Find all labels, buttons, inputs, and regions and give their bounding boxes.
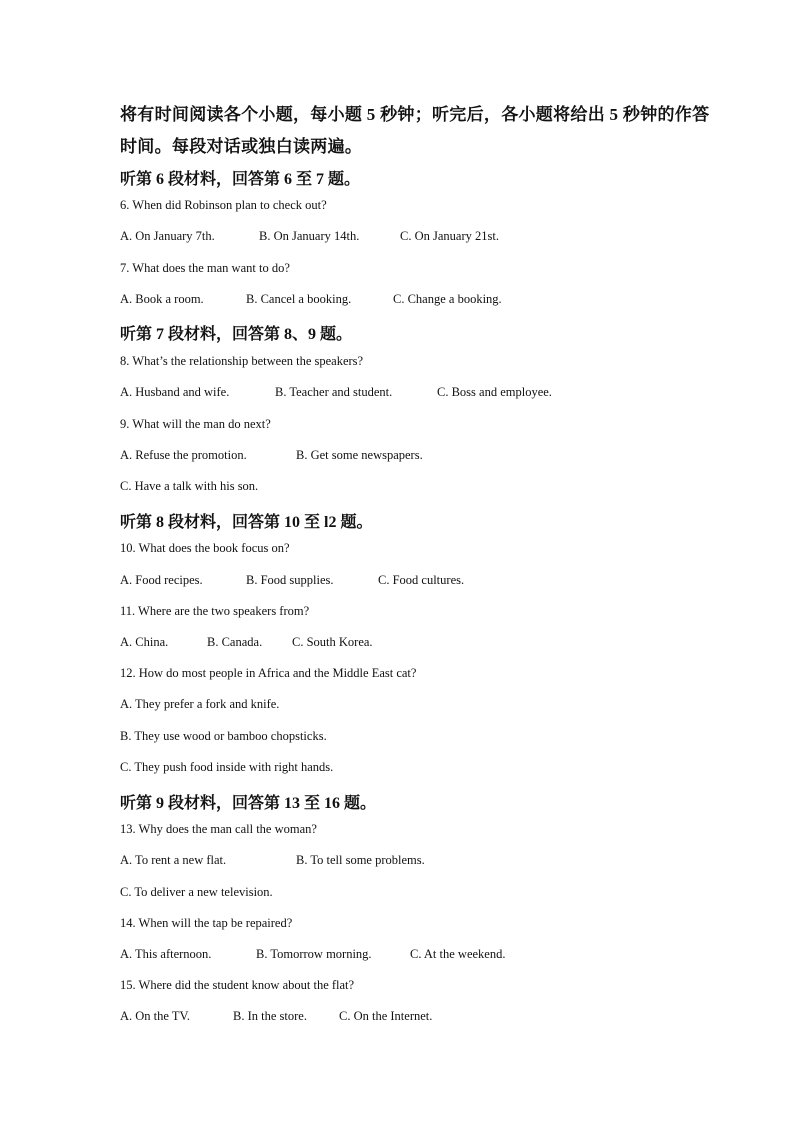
question-10-options bbox=[120, 573, 464, 588]
option-b: B. They use wood or bamboo chopsticks. bbox=[120, 729, 327, 743]
question-6-options bbox=[120, 229, 499, 244]
option-c: C. On January 21st. bbox=[400, 229, 499, 243]
question-11-options bbox=[120, 635, 373, 650]
option-a: A. Refuse the promotion. bbox=[120, 448, 247, 462]
question-8-options bbox=[120, 385, 552, 400]
question-15-options bbox=[120, 1009, 432, 1024]
section-heading-6: 听第 6 段材料，回答第 6 至 7 题。 bbox=[120, 171, 361, 188]
question-7-options bbox=[120, 292, 502, 307]
option-c: C. South Korea. bbox=[292, 635, 373, 649]
option-a: A. On January 7th. bbox=[120, 229, 215, 243]
question-15-stem: 15. Where did the student know about the flat? bbox=[120, 978, 355, 992]
option-b: B. On January 14th. bbox=[259, 229, 360, 243]
question-12-stem: 12. How do most people in Africa and the Middle East cat? bbox=[120, 666, 417, 680]
option-c: C. Have a talk with his son. bbox=[120, 479, 259, 493]
question-13-options-row-2 bbox=[120, 885, 273, 900]
option-c: C. Boss and employee. bbox=[437, 385, 552, 399]
question-10-stem: 10. What does the book focus on? bbox=[120, 541, 290, 555]
option-c: C. To deliver a new television. bbox=[120, 885, 273, 899]
section-heading-8: 听第 8 段材料，回答第 10 至 l2 题。 bbox=[120, 514, 373, 531]
option-a: A. Husband and wife. bbox=[120, 385, 230, 399]
question-9-options-row-2 bbox=[120, 479, 258, 494]
intro-line-2: 时间。每段对话或独白读两遍。 bbox=[120, 137, 363, 156]
question-13-options bbox=[120, 853, 425, 868]
option-c: C. On the Internet. bbox=[339, 1009, 433, 1023]
question-6-stem: 6. When did Robinson plan to check out? bbox=[120, 198, 327, 212]
option-b: B. In the store. bbox=[233, 1009, 307, 1023]
option-a: A. Food recipes. bbox=[120, 573, 203, 587]
question-12-options-row-3 bbox=[120, 760, 333, 775]
section-heading-9: 听第 9 段材料，回答第 13 至 16 题。 bbox=[120, 795, 377, 812]
option-b: B. Get some newspapers. bbox=[296, 448, 423, 462]
option-b: B. Cancel a booking. bbox=[246, 292, 352, 306]
section-heading-7: 听第 7 段材料，回答第 8、9 题。 bbox=[120, 326, 353, 343]
question-7-stem: 7. What does the man want to do? bbox=[120, 261, 290, 275]
option-a: A. They prefer a fork and knife. bbox=[120, 697, 280, 711]
option-b: B. To tell some problems. bbox=[296, 853, 425, 867]
question-9-stem: 9. What will the man do next? bbox=[120, 417, 271, 431]
option-a: A. China. bbox=[120, 635, 169, 649]
option-c: C. At the weekend. bbox=[410, 947, 506, 961]
option-c: C. They push food inside with right hands. bbox=[120, 760, 334, 774]
question-14-options bbox=[120, 947, 505, 962]
question-9-options bbox=[120, 448, 423, 463]
question-14-stem: 14. When will the tap be repaired? bbox=[120, 916, 293, 930]
question-12-options-row-2 bbox=[120, 729, 327, 744]
question-11-stem: 11. Where are the two speakers from? bbox=[120, 604, 310, 618]
option-b: B. Food supplies. bbox=[246, 573, 334, 587]
intro-line-1: 将有时间阅读各个小题，每小题 5 秒钟；听完后，各小题将给出 5 秒钟的作答 bbox=[120, 105, 710, 124]
option-a: A. This afternoon. bbox=[120, 947, 212, 961]
question-13-stem: 13. Why does the man call the woman? bbox=[120, 822, 317, 836]
option-b: B. Canada. bbox=[207, 635, 263, 649]
option-a: A. To rent a new flat. bbox=[120, 853, 227, 867]
option-b: B. Tomorrow morning. bbox=[256, 947, 372, 961]
option-a: A. Book a room. bbox=[120, 292, 204, 306]
option-c: C. Change a booking. bbox=[393, 292, 502, 306]
option-c: C. Food cultures. bbox=[378, 573, 465, 587]
question-8-stem: 8. What’s the relationship between the speakers? bbox=[120, 354, 364, 368]
question-12-options bbox=[120, 697, 279, 712]
option-b: B. Teacher and student. bbox=[275, 385, 393, 399]
option-a: A. On the TV. bbox=[120, 1009, 191, 1023]
